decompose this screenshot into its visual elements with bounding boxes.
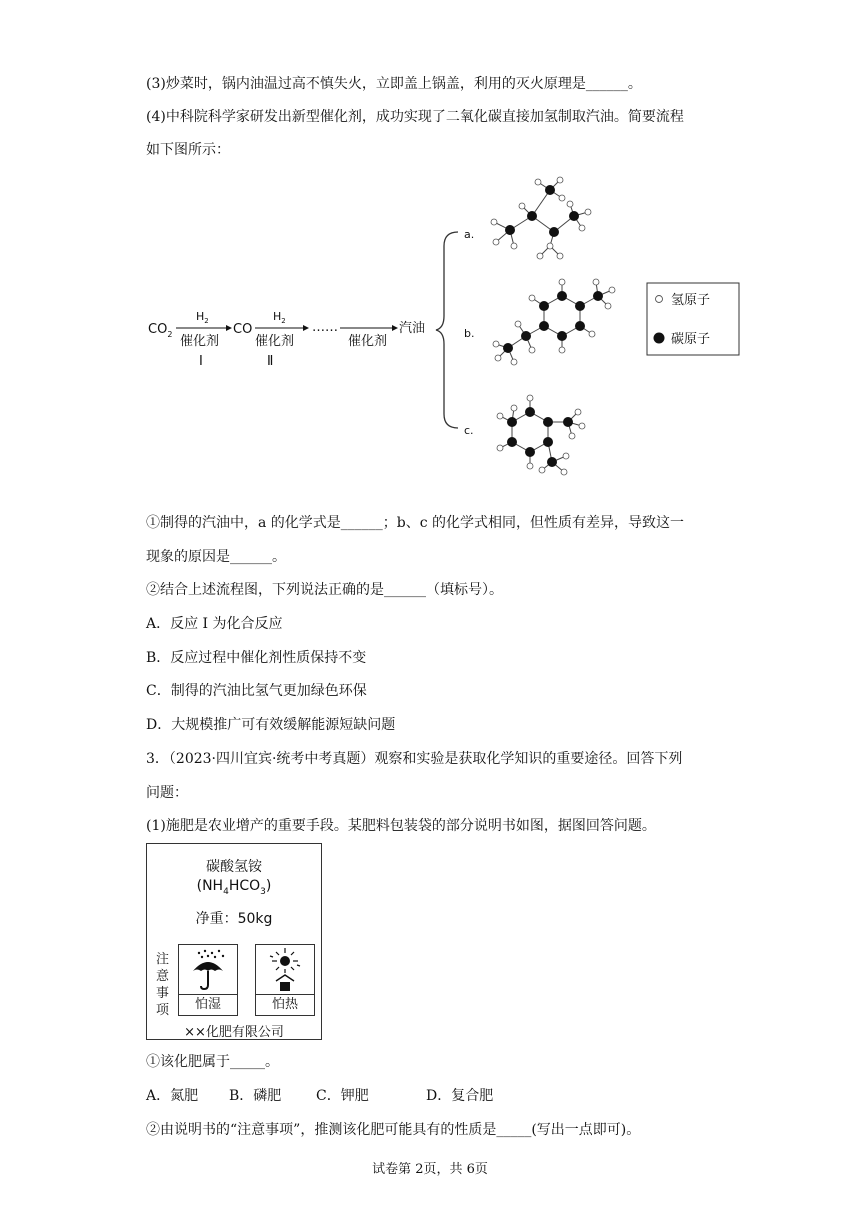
q2-sub2: ②结合上述流程图，下列说法正确的是______（填标号）。	[146, 582, 503, 598]
synthesis-flow-diagram	[140, 172, 740, 492]
q2-option-a: A．反应 I 为化合反应	[146, 616, 283, 632]
q3-option-b: B．磷肥	[229, 1088, 282, 1104]
q3-option-c: C．钾肥	[316, 1088, 369, 1104]
q3-option-d: D．复合肥	[426, 1088, 494, 1104]
legend-carbon: 碳原子	[671, 332, 711, 347]
q2-option-c: C．制得的汽油比氢气更加绿色环保	[146, 683, 367, 699]
label-weight: 净重：50kg	[195, 911, 273, 927]
label-company: ××化肥有限公司	[184, 1025, 284, 1040]
q3-heading-line1: 3．（2023·四川宜宾·统考中考真题）观察和实验是获取化学知识的重要途径。回答下列	[146, 751, 683, 767]
fertilizer-label	[146, 843, 322, 1040]
hydrogen-atom-icon	[656, 296, 663, 303]
catalyst-1-label: 催化剂	[180, 334, 220, 349]
gasoline-text: 汽油	[399, 321, 426, 336]
brace	[436, 232, 458, 428]
roman-1-label: Ⅰ	[199, 354, 203, 369]
umbrella-rain-icon	[179, 945, 237, 995]
q2-part3: (3)炒菜时，锅内油温过高不慎失火，立即盖上锅盖，利用的灭火原理是______。	[146, 76, 642, 92]
q2-sub1-line1: ①制得的汽油中，a 的化学式是______；b、c 的化学式相同，但性质有差异，导致这一	[146, 515, 685, 531]
moisture-warning	[178, 944, 238, 1016]
q2-option-b: B．反应过程中催化剂性质保持不变	[146, 650, 367, 666]
catalyst-2-label: 催化剂	[255, 334, 295, 349]
label-product-name: 碳酸氢铵	[206, 859, 262, 875]
q2-sub1-line2: 现象的原因是______。	[146, 549, 286, 565]
label-c: c.	[464, 424, 474, 437]
q3-sub1: ①该化肥属于_____。	[146, 1054, 279, 1070]
co-text: CO	[233, 322, 253, 337]
q2-part4-line2: 如下图所示：	[146, 142, 230, 158]
moisture-caption: 怕湿	[179, 994, 237, 1015]
q2-part4-line1: (4)中科院科学家研发出新型催化剂，成功实现了二氧化碳直接加氢制取汽油。简要流程	[146, 109, 684, 125]
q2-option-d: D．大规模推广可有效缓解能源短缺问题	[146, 717, 396, 733]
legend-hydrogen: 氢原子	[671, 293, 711, 308]
heat-warning	[255, 944, 315, 1016]
h2-label-1: $H_2$	[196, 310, 209, 325]
roman-2-label: Ⅱ	[267, 354, 274, 369]
q3-options	[146, 1086, 493, 1106]
h2-label-2: $H_2$	[273, 310, 286, 325]
q3-sub2: ②由说明书的“注意事项”，推测该化肥可能具有的性质是_____(写出一点即可)。	[146, 1122, 641, 1138]
catalyst-3-label: 催化剂	[348, 334, 388, 349]
q3-heading-line2: 问题：	[146, 785, 188, 801]
molecule-c	[497, 395, 585, 475]
q3-option-a: A．氮肥	[146, 1088, 199, 1104]
sun-heat-icon	[256, 945, 314, 995]
label-formula: $(NH_4HCO_3)$	[196, 878, 272, 897]
atom-legend	[647, 283, 739, 355]
page-footer: 试卷第 2页，共 6页	[372, 1162, 488, 1177]
carbon-atom-icon	[654, 333, 665, 344]
label-a: a.	[464, 228, 475, 241]
label-notice: 注意事项	[156, 952, 170, 1018]
ellipsis-text: ……	[312, 320, 338, 335]
molecule-b	[493, 279, 615, 365]
label-b: b.	[464, 327, 475, 340]
co2-text: $CO_2$	[148, 322, 173, 339]
molecule-a	[491, 177, 591, 259]
heat-caption: 怕热	[256, 994, 314, 1015]
q3-part1: (1)施肥是农业增产的重要手段。某肥料包装袋的部分说明书如图，据图回答问题。	[146, 818, 656, 834]
